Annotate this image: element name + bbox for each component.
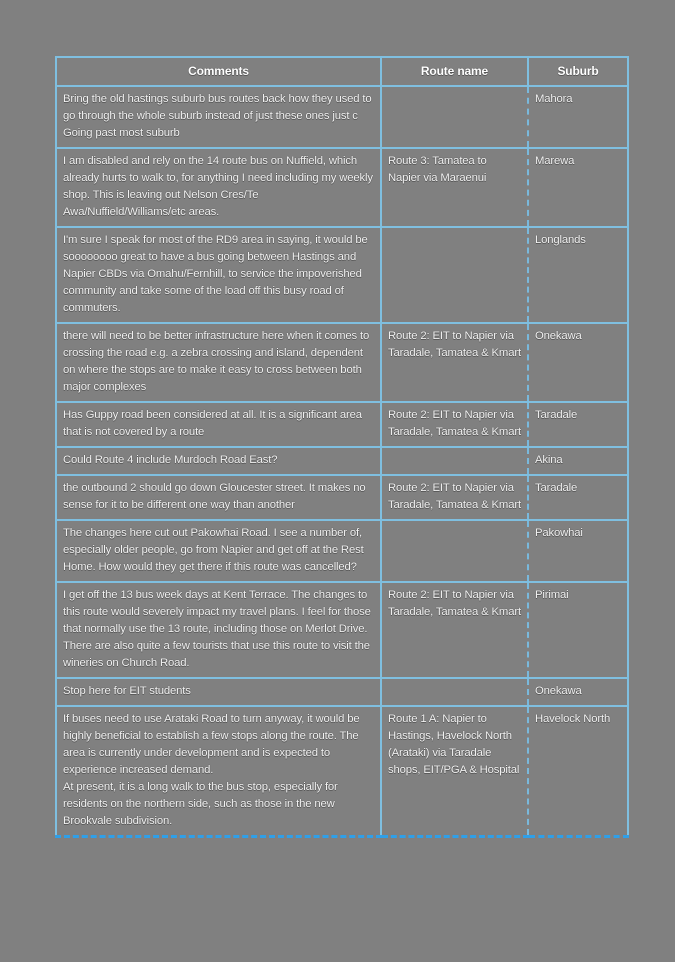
- cell-suburb: Onekawa: [528, 678, 628, 706]
- cell-suburb: Havelock North: [528, 706, 628, 837]
- column-header-suburb: Suburb: [528, 57, 628, 86]
- table-row: [56, 582, 628, 678]
- cell-comments: I am disabled and rely on the 14 route bus on Nuffield, which already hurts to walk to, for anything I need including my weekly shop. This is leaving out Nelson Cres/Te Awa/Nuffield/Williams/etc areas.: [56, 148, 381, 227]
- cell-comments: If buses need to use Arataki Road to turn anyway, it would be highly beneficial to establish a few stops along the route. The area is currently under development and is expected to experience increased demand. At present, it is a long walk to the bus stop, especially for residents on the northern side, such as those in the new Brookvale subdivision.: [56, 706, 381, 837]
- table-row: [56, 520, 628, 582]
- cell-route-name: Route 2: EIT to Napier via Taradale, Tamatea & Kmart: [381, 475, 528, 520]
- table-row: [56, 402, 628, 447]
- cell-route-name: Route 3: Tamatea to Napier via Maraenui: [381, 148, 528, 227]
- cell-comments: Stop here for EIT students: [56, 678, 381, 706]
- cell-suburb: Marewa: [528, 148, 628, 227]
- column-header-comments: Comments: [56, 57, 381, 86]
- cell-comments: The changes here cut out Pakowhai Road. I see a number of, especially older people, go from Napier and get off at the Rest Home. How would they get there if this route was cancelled?: [56, 520, 381, 582]
- cell-suburb: Akina: [528, 447, 628, 475]
- table-row: [56, 323, 628, 402]
- cell-suburb: Pakowhai: [528, 520, 628, 582]
- feedback-table: [55, 56, 629, 838]
- cell-comments: I'm sure I speak for most of the RD9 area in saying, it would be soooooooo great to have a bus going between Hastings and Napier CBDs via Omahu/Fernhill, to service the impoverished community and take some of the load off this busy road of commuters.: [56, 227, 381, 323]
- table-body: [56, 86, 628, 837]
- column-header-route-name: Route name: [381, 57, 528, 86]
- cell-suburb: Taradale: [528, 402, 628, 447]
- cell-suburb: Mahora: [528, 86, 628, 148]
- cell-comments: the outbound 2 should go down Gloucester street. It makes no sense for it to be different one way than another: [56, 475, 381, 520]
- cell-route-name: [381, 227, 528, 323]
- cell-suburb: Taradale: [528, 475, 628, 520]
- table-row: [56, 706, 628, 837]
- cell-route-name: Route 1 A: Napier to Hastings, Havelock North (Arataki) via Taradale shops, EIT/PGA & Hospital: [381, 706, 528, 837]
- table-header-row: [56, 57, 628, 86]
- cell-route-name: Route 2: EIT to Napier via Taradale, Tamatea & Kmart: [381, 323, 528, 402]
- table-row: [56, 148, 628, 227]
- cell-suburb: Pirimai: [528, 582, 628, 678]
- table-row: [56, 447, 628, 475]
- table-row: [56, 678, 628, 706]
- cell-comments: Bring the old hastings suburb bus routes back how they used to go through the whole suburb instead of just these ones just c Going past most suburb: [56, 86, 381, 148]
- cell-route-name: Route 2: EIT to Napier via Taradale, Tamatea & Kmart: [381, 582, 528, 678]
- cell-route-name: [381, 86, 528, 148]
- table-header: [56, 57, 628, 86]
- cell-comments: Could Route 4 include Murdoch Road East?: [56, 447, 381, 475]
- cell-route-name: [381, 520, 528, 582]
- cell-route-name: Route 2: EIT to Napier via Taradale, Tamatea & Kmart: [381, 402, 528, 447]
- cell-comments: there will need to be better infrastructure here when it comes to crossing the road e.g. a zebra crossing and island, dependent on where the stops are to make it easy to cross between both major complexes: [56, 323, 381, 402]
- cell-route-name: [381, 447, 528, 475]
- cell-suburb: Longlands: [528, 227, 628, 323]
- cell-route-name: [381, 678, 528, 706]
- table-row: [56, 227, 628, 323]
- table-row: [56, 475, 628, 520]
- cell-suburb: Onekawa: [528, 323, 628, 402]
- cell-comments: I get off the 13 bus week days at Kent Terrace. The changes to this route would severely impact my travel plans. I feel for those that normally use the 13 route, including those on Merlot Drive. There are also quite a few tourists that use this route to visit the wineries on Church Road.: [56, 582, 381, 678]
- table-row: [56, 86, 628, 148]
- cell-comments: Has Guppy road been considered at all. It is a significant area that is not covered by a route: [56, 402, 381, 447]
